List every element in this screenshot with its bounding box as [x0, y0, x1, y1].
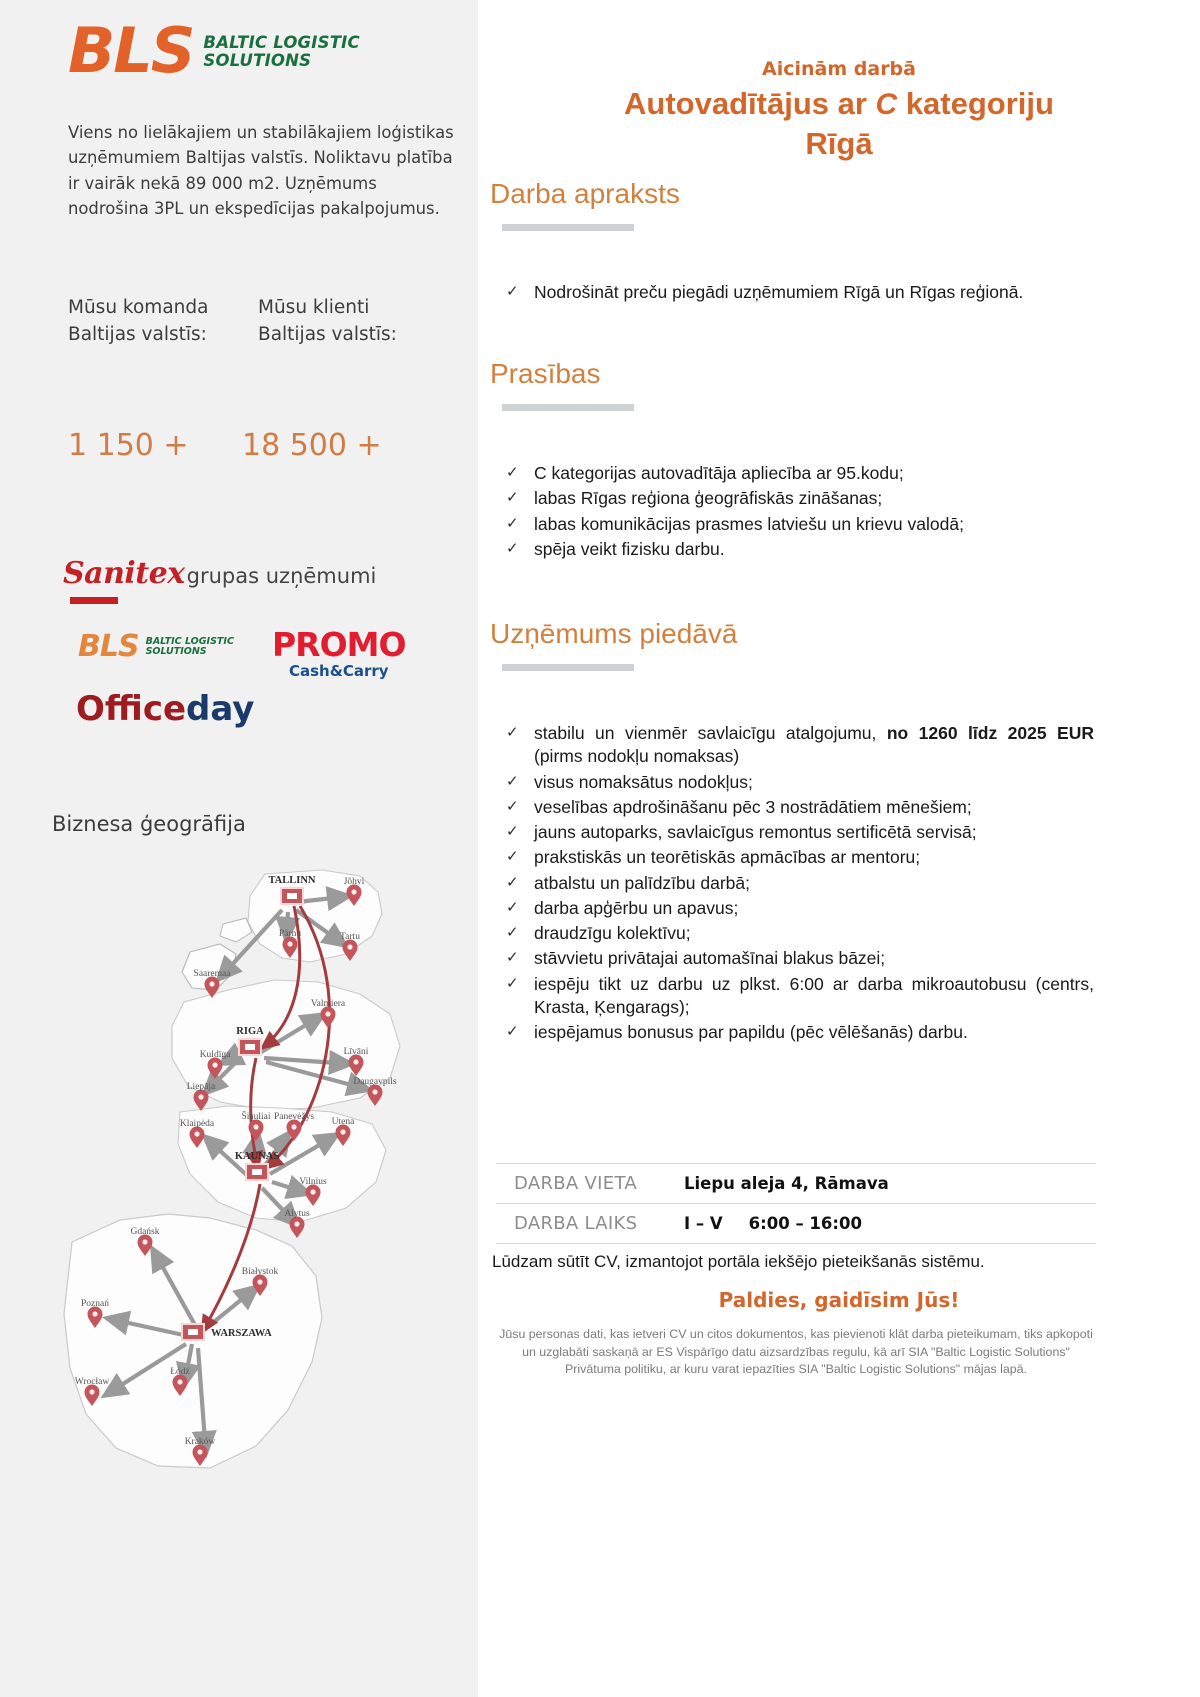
map-pin-center	[294, 1221, 299, 1226]
list-item-text: iespēju tikt uz darbu uz plkst. 6:00 ar darba mikroautobusu (centrs, Krasta, Ķengarags);	[534, 973, 1094, 1017]
section-offer	[490, 618, 737, 671]
map-pin-center	[197, 1449, 202, 1454]
apply-instructions: Lūdzam sūtīt CV, izmantojot portāla iekšējo pieteikšanās sistēmu.	[492, 1252, 985, 1271]
group-logo-bls-tagline-line2: SOLUTIONS	[145, 646, 207, 658]
map-hub-label: TALLINN	[268, 875, 316, 886]
list-item-text: stabilu un vienmēr savlaicīgu atalgojumu, no 1260 līdz 2025 EUR (pirms nodokļu nomaksas)	[534, 723, 1094, 767]
stats-values	[68, 428, 468, 463]
posting-title-before: Autovadītājus ar	[624, 86, 876, 121]
list-item	[492, 487, 1092, 510]
list-item-text: C kategorijas autovadītāja apliecība ar 95.kodu;	[534, 463, 904, 483]
section-offer-heading: Uzņēmums piedāvā	[490, 618, 738, 649]
check-icon: ✓	[506, 539, 519, 557]
posting-title-city: Rīgā	[805, 126, 873, 162]
list-item-text: prakstiskās un teorētiskās apmācības ar mentoru;	[534, 847, 921, 868]
map-pin-center	[372, 1089, 377, 1094]
posting-title-category: C	[875, 88, 898, 121]
list-item-text: stāvvietu privātajai automašīnai blakus bāzei;	[534, 948, 886, 969]
map-city-label: Vilnius	[299, 1177, 327, 1187]
list-item-text: labas komunikācijas prasmes latviešu un krievu valodā;	[534, 513, 964, 534]
map-pin-icon	[194, 1090, 209, 1112]
map-region-hiiumaa	[220, 918, 252, 942]
list-item	[492, 947, 1094, 970]
list-item	[492, 973, 1094, 1020]
company-intro-text: Viens no lielākajiem un stabilākajiem loģistikas uzņēmumiem Baltijas valstīs. Noliktavu platība ir vairāk nekā 89 000 m2. Uzņēmums nodrošina 3PL un ekspedīcijas pakalpojumus.	[68, 123, 454, 219]
group-logo-officeday-part1: Office	[76, 689, 187, 729]
stats-clients-value: 18 500 +	[242, 428, 382, 463]
group-logo-promo-wordmark: PROMO	[272, 625, 406, 664]
map-pin-icon	[343, 940, 358, 962]
business-geography-map	[60, 862, 460, 1482]
check-icon: ✓	[506, 873, 519, 891]
stats-clients-label-line1: Mūsu klienti	[258, 297, 370, 318]
company-sidebar	[0, 0, 478, 1697]
stats-team-value: 1 150 +	[68, 428, 189, 463]
detail-label-time: DARBA LAIKS	[496, 1204, 684, 1244]
thanks-message: Paldies, gaidīsim Jūs!	[718, 1288, 960, 1312]
check-icon: ✓	[506, 797, 519, 815]
list-item	[492, 922, 1094, 945]
detail-value-hours: 6:00 – 16:00	[748, 1214, 862, 1233]
map-city-label: Wrocław	[74, 1377, 110, 1387]
list-item-text: labas Rīgas reģiona ģeogrāfiskās zināšanas;	[534, 488, 883, 509]
map-pin-center	[347, 944, 352, 949]
section-requirements-rule	[502, 404, 634, 411]
list-item-text: atbalstu un palīdzību darbā;	[534, 872, 750, 893]
map-pin-center	[253, 1124, 258, 1129]
bls-logo-tagline-line2: SOLUTIONS	[203, 51, 312, 71]
map-pin-icon	[368, 1085, 383, 1107]
stats-clients-label-line2: Baltijas valstīs:	[258, 323, 397, 345]
map-city-label: Łódź	[170, 1367, 190, 1377]
section-requirements-heading: Prasības	[490, 358, 601, 389]
map-city-label: Līvāni	[343, 1047, 369, 1057]
list-item-text: veselības apdrošināšanu pēc 3 nostrādātiem mēnešiem;	[534, 796, 972, 817]
map-city-label: Šiauliai	[241, 1112, 271, 1122]
bls-logo-tagline	[203, 34, 359, 71]
map-pin-center	[340, 1129, 345, 1134]
list-item-emphasis: no 1260 līdz 2025 EUR	[886, 723, 1094, 743]
detail-value-place: Liepu aleja 4, Rāmava	[684, 1164, 1096, 1204]
map-pin-center	[291, 1124, 296, 1129]
map-pin-center	[198, 1094, 203, 1099]
map-pin-center	[142, 1239, 147, 1244]
group-logo-officeday-part2: day	[186, 689, 255, 729]
check-icon: ✓	[506, 1023, 519, 1041]
map-city-label: Tartu	[340, 932, 360, 942]
check-icon: ✓	[506, 724, 519, 741]
check-icon: ✓	[506, 848, 519, 866]
map-city-label: Jõhvi	[343, 877, 365, 887]
list-item-text: visus nomaksātus nodokļus;	[534, 771, 753, 792]
job-posting-content	[478, 0, 1200, 1697]
posting-title-after: kategoriju	[897, 86, 1054, 121]
list-item-text: iespējamus bonusus par papildu (pēc vēlēšanās) darbu.	[534, 1022, 968, 1043]
check-icon: ✓	[506, 283, 519, 300]
group-logo-officeday	[76, 689, 255, 729]
list-item	[492, 771, 1094, 794]
map-city-label: Kuldīga	[199, 1050, 231, 1060]
map-hub-marker-inner	[245, 1044, 255, 1050]
sanitex-underline-bar	[70, 597, 118, 604]
map-city-label: Kraków	[184, 1437, 216, 1447]
bls-logo-tagline-line1: BALTIC LOGISTIC	[203, 33, 360, 52]
table-row	[496, 1164, 1096, 1204]
detail-label-place: DARBA VIETA	[496, 1164, 684, 1204]
section-requirements	[490, 358, 634, 411]
description-list	[492, 281, 1092, 306]
map-pin-center	[177, 1379, 182, 1384]
list-item-text: jauns autoparks, savlaicīgus remontus sertificētā servisā;	[534, 822, 977, 843]
list-item	[492, 821, 1094, 844]
detail-value-time	[684, 1204, 1096, 1244]
map-pin-center	[325, 1011, 330, 1016]
stats-clients-label	[258, 295, 438, 349]
list-item	[492, 513, 1092, 536]
map-city-label: Liepāja	[186, 1082, 216, 1092]
list-item	[492, 538, 1092, 561]
map-pin-center	[194, 1131, 199, 1136]
map-pin-center	[212, 1062, 217, 1067]
map-city-label: Klaipėda	[179, 1119, 215, 1129]
group-logo-bls-tagline	[146, 637, 234, 658]
map-pin-center	[351, 889, 356, 894]
map-city-label: Poznań	[81, 1299, 109, 1309]
bls-logo	[68, 14, 360, 87]
stats-team-label-line2: Baltijas valstīs:	[68, 323, 207, 345]
check-icon: ✓	[506, 924, 519, 942]
check-icon: ✓	[506, 974, 519, 992]
list-item	[492, 1021, 1094, 1044]
group-logo-bls-wordmark: BLS	[78, 629, 139, 664]
section-description-rule	[502, 224, 634, 231]
sanitex-group-caption: grupas uzņēmumi	[186, 564, 377, 588]
map-pin-icon	[290, 1217, 305, 1239]
check-icon: ✓	[506, 464, 519, 481]
map-city-label: Alytus	[284, 1209, 310, 1219]
map-city-label: Utena	[331, 1117, 355, 1127]
requirements-list	[492, 462, 1092, 563]
stats-team-label	[68, 295, 246, 349]
map-hub-label: RIGA	[236, 1026, 264, 1037]
list-item	[492, 872, 1094, 895]
job-details-table	[496, 1163, 1096, 1244]
group-logo-promo-tagline: Cash&Carry	[289, 662, 389, 680]
group-logo-bls	[78, 629, 234, 664]
map-city-label: Saaremaa	[193, 969, 231, 979]
check-icon: ✓	[506, 514, 519, 532]
list-item	[492, 281, 1092, 304]
privacy-notice: Jūsu personas dati, kas ietveri CV un citos dokumentos, kas pievienoti klāt darba pieteikumam, tiks apkopoti un uzglabāti saskaņā ar ES Vispārīgo datu aizsardzības regulu, kā arī SIA "Baltic Logistic Solutions" Privātuma politiku, ar kuru varat iepazīties SIA "Baltic Logistic Solutions" mājas lapā.	[499, 1327, 1093, 1377]
section-description	[490, 178, 680, 231]
list-item-text: spēja veikt fizisku darbu.	[534, 538, 725, 559]
section-offer-rule	[502, 664, 634, 671]
group-logo-promo	[272, 625, 406, 680]
map-pin-center	[257, 1279, 262, 1284]
map-pin-center	[89, 1389, 94, 1394]
list-item	[492, 897, 1094, 920]
table-row	[496, 1204, 1096, 1244]
list-item	[492, 796, 1094, 819]
map-title: Biznesa ģeogrāfija	[52, 812, 246, 836]
check-icon: ✓	[506, 949, 519, 967]
posting-kicker: Aicinām darbā	[762, 58, 916, 80]
map-city-label: Daugavpils	[353, 1077, 397, 1087]
map-pin-center	[287, 941, 292, 946]
map-pin-center	[92, 1311, 97, 1316]
sanitex-group-line	[63, 556, 376, 591]
section-description-heading: Darba apraksts	[490, 178, 680, 209]
offer-list	[492, 722, 1094, 1046]
list-item	[492, 462, 1092, 485]
check-icon: ✓	[506, 489, 519, 507]
map-city-label: Valmiera	[310, 999, 346, 1009]
list-item	[492, 846, 1094, 869]
list-item-text: draudzīgu kolektīvu;	[534, 923, 691, 944]
list-item	[492, 722, 1094, 769]
map-pin-center	[310, 1189, 315, 1194]
check-icon: ✓	[506, 823, 519, 841]
stats-team-label-line1: Mūsu komanda	[68, 297, 209, 318]
detail-value-days: I – V	[684, 1214, 723, 1233]
map-city-label: Gdańsk	[130, 1227, 160, 1237]
bls-logo-wordmark: BLS	[68, 14, 194, 87]
list-item-text: darba apģērbu un apavus;	[534, 897, 739, 918]
map-city-label: Pärnu	[278, 929, 302, 939]
list-item-text: Nodrošināt preču piegādi uzņēmumiem Rīgā un Rīgas reģionā.	[534, 282, 1024, 302]
map-hub-marker-inner	[287, 893, 297, 899]
check-icon: ✓	[506, 898, 519, 916]
sanitex-logo: Sanitex	[63, 556, 185, 591]
stats-labels	[68, 295, 468, 349]
posting-title	[498, 84, 1180, 164]
map-city-label: Panevėžys	[273, 1112, 315, 1122]
map-hub-label: KAUNAS	[234, 1151, 280, 1162]
map-pin-center	[209, 981, 214, 986]
map-city-label: Białystok	[241, 1267, 279, 1277]
map-hub-marker-inner	[188, 1329, 198, 1335]
map-svg	[60, 862, 460, 1482]
map-hub-label: WARSZAWA	[211, 1328, 272, 1339]
group-logo-bls-tagline-line1: BALTIC LOGISTIC	[145, 636, 234, 647]
map-hub-marker-inner	[252, 1169, 262, 1175]
check-icon: ✓	[506, 772, 519, 790]
map-pin-center	[353, 1059, 358, 1064]
